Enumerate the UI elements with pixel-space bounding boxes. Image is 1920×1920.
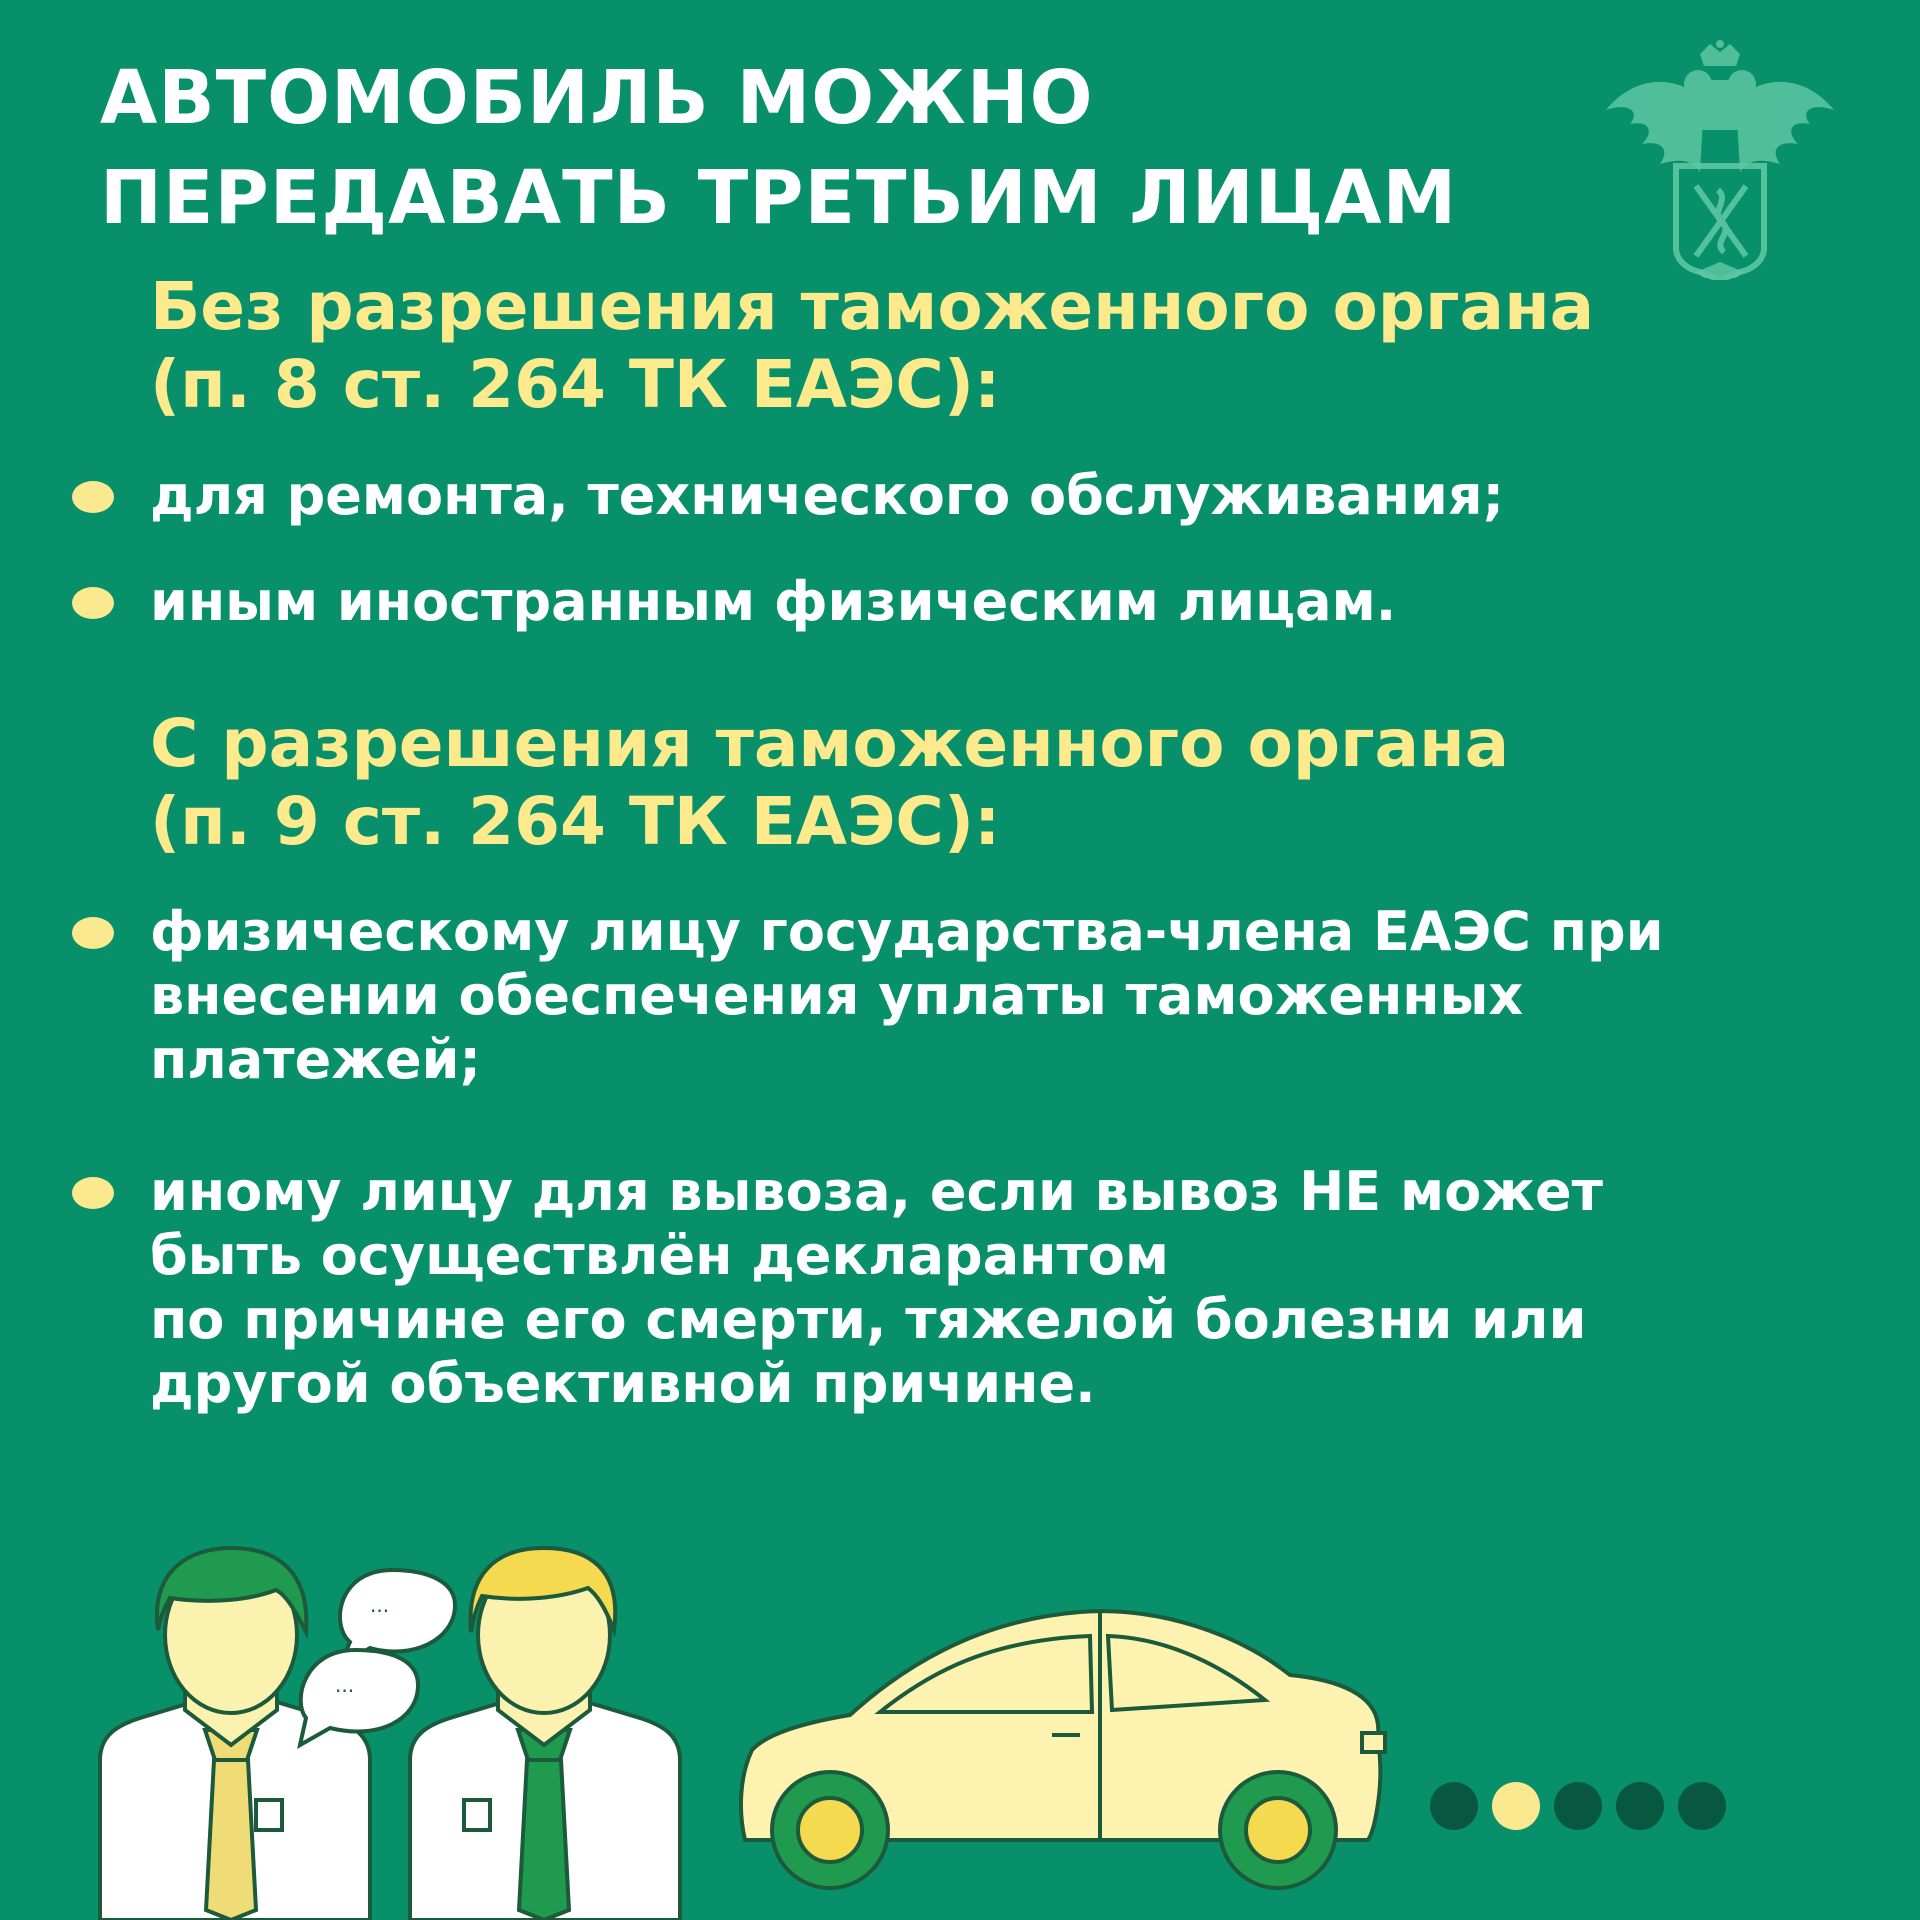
speech-bubble-text: ... [370, 1593, 390, 1617]
car-icon [741, 1611, 1385, 1888]
bullet-icon [72, 1177, 114, 1209]
list-item-line: физическому лицу государства-члена ЕАЭС при [150, 900, 1664, 963]
list-item-line: платежей; [150, 1028, 482, 1091]
list-item-line: внесении обеспечения уплаты таможенных [150, 964, 1524, 1027]
page-dot[interactable] [1554, 1782, 1602, 1830]
section2-heading-line-1: С разрешения таможенного органа [150, 705, 1510, 782]
bullet-icon [72, 587, 114, 619]
title-line-1: АВТОМОБИЛЬ МОЖНО [100, 55, 1094, 141]
list-item-line: быть осуществлён декларантом [150, 1224, 1169, 1287]
list-item-line: по причине его смерти, тяжелой болезни или [150, 1288, 1587, 1351]
page-dot-active[interactable] [1492, 1782, 1540, 1830]
section1-heading-line-1: Без разрешения таможенного органа [150, 268, 1595, 345]
speech-bubble-text: ... [335, 1673, 355, 1697]
page-title [100, 48, 1457, 248]
bullet-icon [72, 481, 114, 513]
list-item-line: другой объективной причине. [150, 1352, 1096, 1415]
list-item [150, 464, 1880, 528]
section2-heading-line-2: (п. 9 ст. 264 ТК ЕАЭС): [150, 783, 1001, 860]
page-dot[interactable] [1616, 1782, 1664, 1830]
illustration [0, 1520, 1920, 1920]
list-item [150, 900, 1880, 1092]
list-item-line: иному лицу для вывоза, если вывоз НЕ может [150, 1160, 1603, 1223]
section2-heading [150, 705, 1509, 861]
speech-bubble-icon [300, 1650, 418, 1745]
page-dot[interactable] [1430, 1782, 1478, 1830]
person-icon [100, 1548, 370, 1920]
section1-heading-line-2: (п. 8 ст. 264 ТК ЕАЭС): [150, 346, 1001, 423]
list-item [150, 1160, 1880, 1416]
emblem-icon [1600, 40, 1840, 280]
list-item-line: для ремонта, технического обслуживания; [150, 464, 1505, 527]
bullet-icon [72, 917, 114, 949]
page-dot[interactable] [1678, 1782, 1726, 1830]
list-item-line: иным иностранным физическим лицам. [150, 570, 1397, 633]
pagination [1430, 1782, 1726, 1830]
section1-heading [150, 268, 1594, 424]
title-line-2: ПЕРЕДАВАТЬ ТРЕТЬИМ ЛИЦАМ [100, 155, 1458, 241]
list-item [150, 570, 1880, 634]
